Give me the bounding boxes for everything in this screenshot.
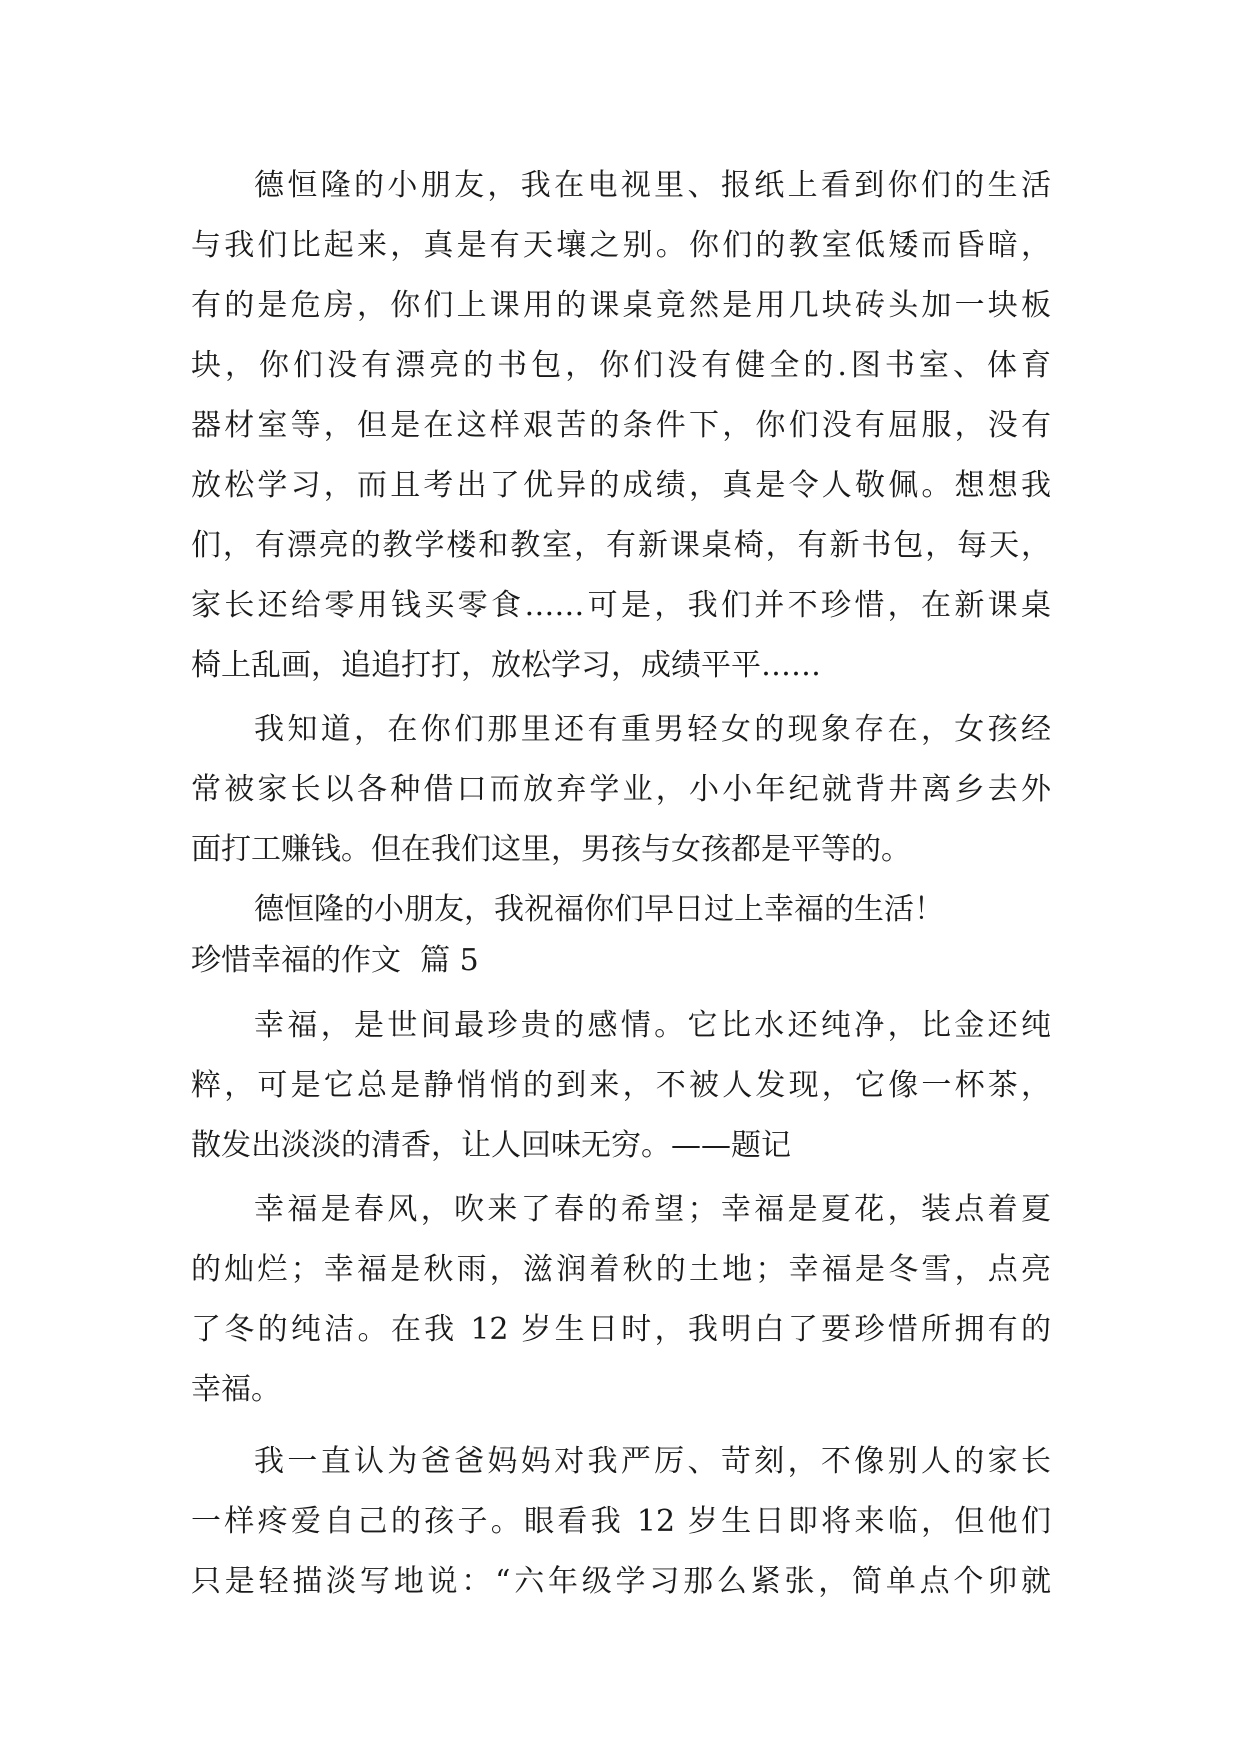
section-heading: 珍惜幸福的作文 篇 5 (191, 943, 479, 978)
paragraph-2-line-3: 面打工赚钱。但在我们这里，男孩与女孩都是平等的。 (191, 832, 911, 867)
paragraph-5-line-4: 幸福。 (191, 1372, 281, 1407)
paragraph-4-line-3: 散发出淡淡的清香，让人回味无穷。——题记 (191, 1128, 791, 1163)
paragraph-1-line-1: 德恒隆的小朋友，我在电视里、报纸上看到你们的生活 (254, 168, 1051, 203)
paragraph-1-line-5: 器材室等，但是在这样艰苦的条件下，你们没有屈服，没有 (191, 408, 1051, 443)
paragraph-6-line-1: 我一直认为爸爸妈妈对我严厉、苛刻，不像别人的家长 (254, 1444, 1051, 1479)
paragraph-4-line-1: 幸福，是世间最珍贵的感情。它比水还纯净，比金还纯 (254, 1008, 1051, 1043)
paragraph-1-line-2: 与我们比起来，真是有天壤之别。你们的教室低矮而昏暗， (191, 228, 1051, 263)
paragraph-1-line-9: 椅上乱画，追追打打，放松学习，成绩平平…… (191, 648, 821, 683)
paragraph-3-line-1: 德恒隆的小朋友，我祝福你们早日过上幸福的生活！ (254, 892, 944, 927)
paragraph-1-line-8: 家长还给零用钱买零食……可是，我们并不珍惜，在新课桌 (191, 588, 1051, 623)
paragraph-1-line-3: 有的是危房，你们上课用的课桌竟然是用几块砖头加一块板 (191, 288, 1051, 323)
paragraph-1-line-6: 放松学习，而且考出了优异的成绩，真是令人敬佩。想想我 (191, 468, 1051, 503)
paragraph-5-line-3: 了冬的纯洁。在我 12 岁生日时，我明白了要珍惜所拥有的 (191, 1312, 1051, 1347)
paragraph-1-line-4: 块，你们没有漂亮的书包，你们没有健全的.图书室、体育 (191, 348, 1051, 383)
paragraph-6-line-2: 一样疼爱自己的孩子。眼看我 12 岁生日即将来临，但他们 (191, 1504, 1051, 1539)
paragraph-5-line-2: 的灿烂；幸福是秋雨，滋润着秋的土地；幸福是冬雪，点亮 (191, 1252, 1051, 1287)
paragraph-2-line-1: 我知道，在你们那里还有重男轻女的现象存在，女孩经 (254, 712, 1051, 747)
paragraph-6-line-3: 只是轻描淡写地说：“六年级学习那么紧张，简单点个卯就 (191, 1564, 1051, 1599)
paragraph-2-line-2: 常被家长以各种借口而放弃学业，小小年纪就背井离乡去外 (191, 772, 1051, 807)
paragraph-5-line-1: 幸福是春风，吹来了春的希望；幸福是夏花，装点着夏 (254, 1192, 1051, 1227)
paragraph-1-line-7: 们，有漂亮的教学楼和教室，有新课桌椅，有新书包，每天， (191, 528, 1051, 563)
paragraph-4-line-2: 粹，可是它总是静悄悄的到来，不被人发现，它像一杯茶， (191, 1068, 1051, 1103)
